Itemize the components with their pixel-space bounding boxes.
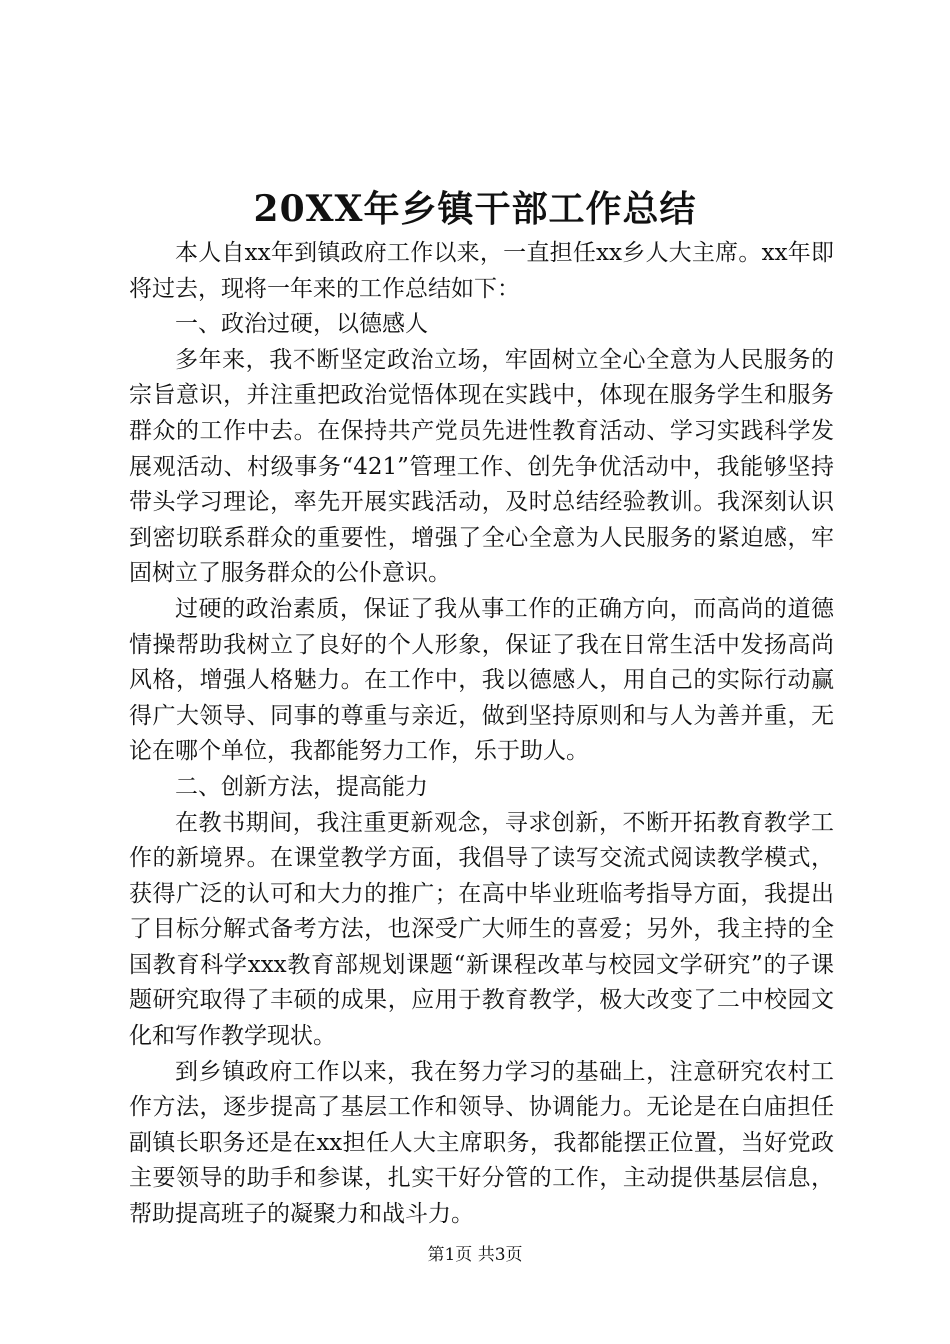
paragraph-intro: 本人自xx年到镇政府工作以来，一直担任xx乡人大主席。xx年即将过去，现将一年来的工作总结如下： [129, 240, 834, 302]
section-heading-2: 二、创新方法，提高能力 [175, 773, 428, 800]
section-heading-1: 一、政治过硬，以德感人 [175, 311, 428, 338]
paragraph: 到乡镇政府工作以来，我在努力学习的基础上，注意研究农村工作方法，逐步提高了基层工作和领导、协调能力。无论是在白庙担任副镇长职务还是在xx担任人大主席职务，我都能摆正位置，当好党政主要领导的助手和参谋，扎实干好分管的工作，主动提供基层信息，帮助提高班子的凝聚力和战斗力。 [129, 1058, 834, 1228]
page-footer: 第1页 共3页 [427, 1245, 523, 1265]
document-body [129, 236, 834, 1233]
document-title: 20XX年乡镇干部工作总结 [253, 188, 697, 230]
paragraph: 过硬的政治素质，保证了我从事工作的正确方向，而高尚的道德情操帮助我树立了良好的个人形象，保证了我在日常生活中发扬高尚风格，增强人格魅力。在工作中，我以德感人，用自己的实际行动赢得广大领导、同事的尊重与亲近，做到坚持原则和与人为善并重，无论在哪个单位，我都能努力工作，乐于助人。 [129, 595, 834, 765]
paragraph: 在教书期间，我注重更新观念，寻求创新，不断开拓教育教学工作的新境界。在课堂教学方面，我倡导了读写交流式阅读教学模式，获得广泛的认可和大力的推广；在高中毕业班临考指导方面，我提出了目标分解式备考方法，也深受广大师生的喜爱；另外，我主持的全国教育科学xxx教育部规划课题“新课程改革与校园文学研究”的子课题研究取得了丰硕的成果，应用于教育教学，极大改变了二中校园文化和写作教学现状。 [129, 809, 834, 1050]
paragraph: 多年来，我不断坚定政治立场，牢固树立全心全意为人民服务的宗旨意识，并注重把政治觉悟体现在实践中，体现在服务学生和服务群众的工作中去。在保持共产党员先进性教育活动、学习实践科学发展观活动、村级事务“421”管理工作、创先争优活动中，我能够坚持带头学习理论，率先开展实践活动，及时总结经验教训。我深刻认识到密切联系群众的重要性，增强了全心全意为人民服务的紧迫感，牢固树立了服务群众的公仆意识。 [129, 346, 834, 587]
